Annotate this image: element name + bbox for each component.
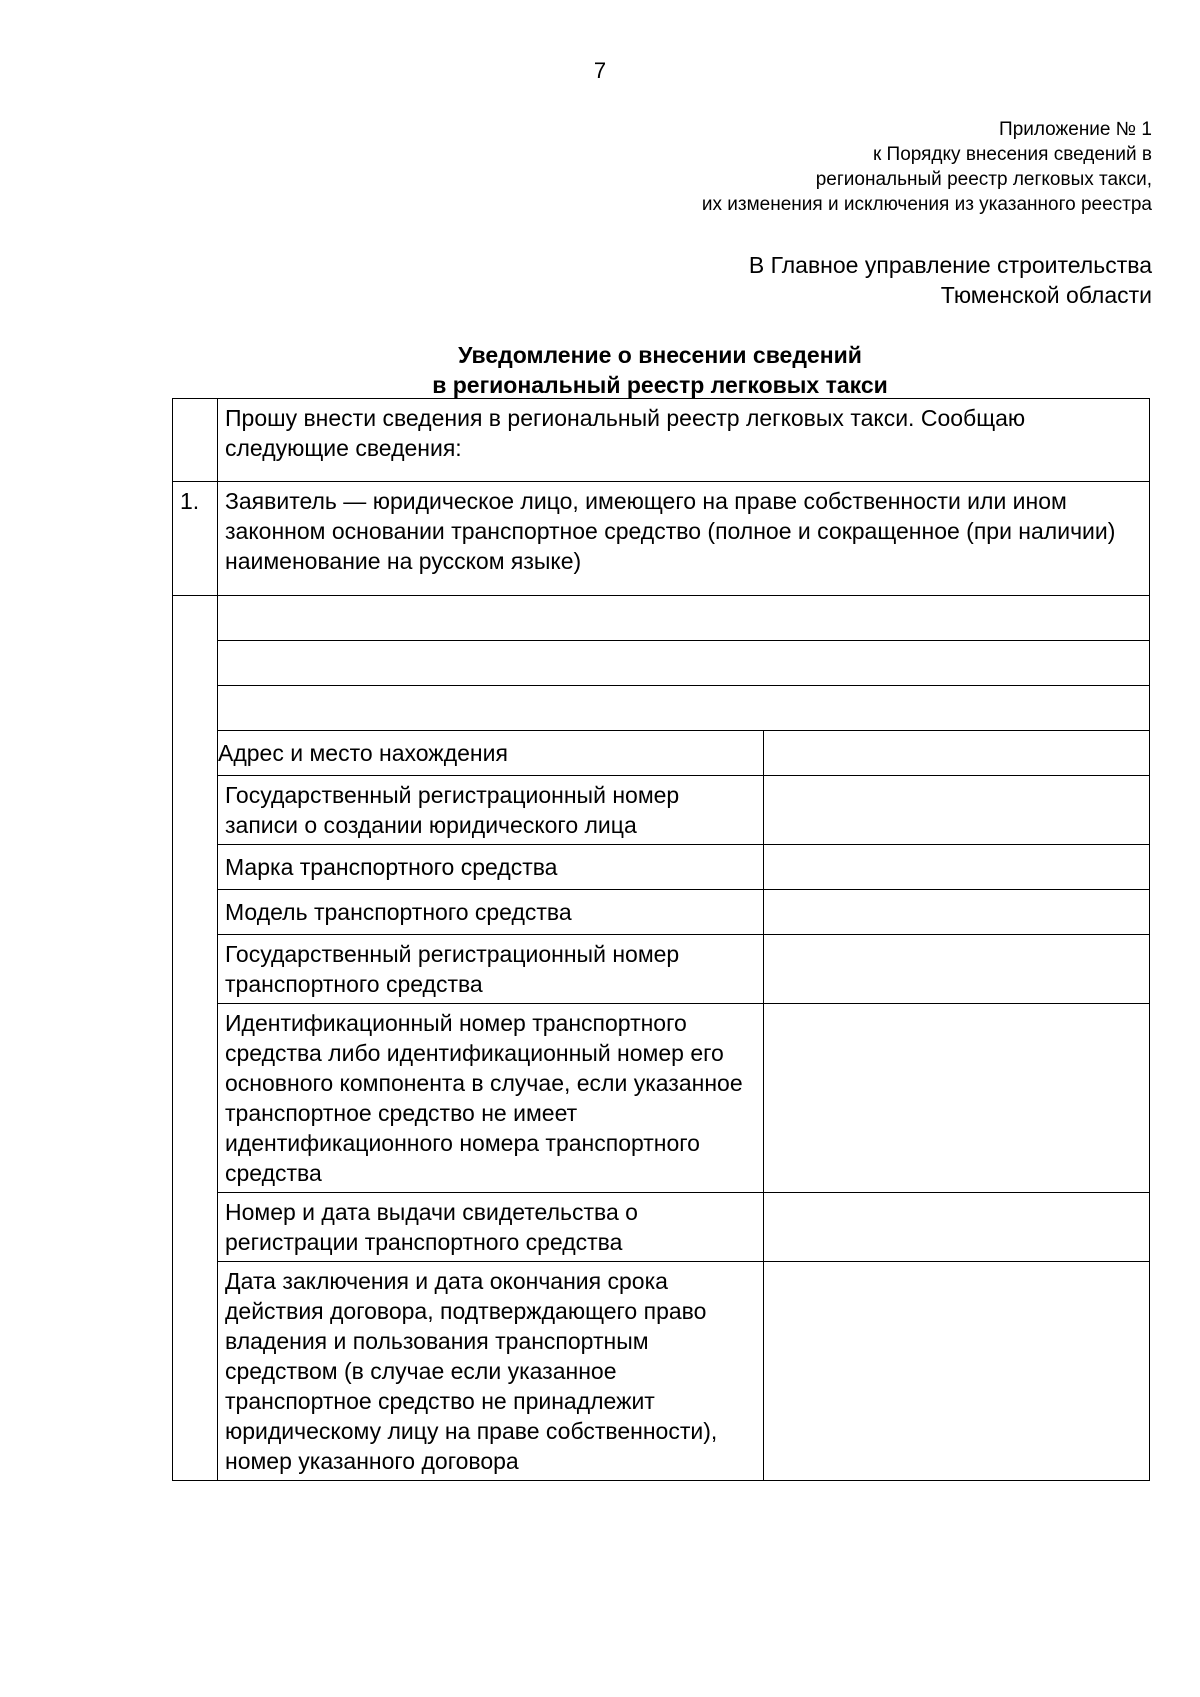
field-label: Идентификационный номер транспортного средства либо идентификационный номер его основного компонента в случае, если указанное транспортное средство не имеет идентификационного номера транспортного средства — [218, 1004, 764, 1193]
field-label: Государственный регистрационный номер записи о создании юридического лица — [218, 776, 764, 845]
field-value[interactable] — [764, 1193, 1150, 1262]
number-column-continuation — [173, 596, 218, 1481]
page-number: 7 — [593, 58, 607, 83]
applicant-name-line-2 — [173, 641, 1150, 686]
applicant-name-line-3 — [173, 686, 1150, 731]
addressee-block — [749, 250, 1152, 310]
appendix-line: региональный реестр легковых такси, — [815, 169, 1152, 190]
addressee-line: Тюменской области — [940, 282, 1152, 308]
field-label: Адрес и место нахождения — [218, 731, 764, 776]
document-title-line: Уведомление о внесении сведений — [458, 342, 862, 368]
applicant-name-field[interactable] — [218, 596, 1150, 641]
appendix-line: их изменения и исключения из указанного реестра — [701, 194, 1152, 215]
field-label: Марка транспортного средства — [218, 845, 764, 890]
field-row — [173, 1004, 1150, 1193]
field-row — [173, 776, 1150, 845]
intro-row — [173, 399, 1150, 482]
field-row — [173, 1193, 1150, 1262]
field-label: Модель транспортного средства — [218, 890, 764, 935]
applicant-name-field[interactable] — [218, 641, 1150, 686]
field-value[interactable] — [764, 776, 1150, 845]
item1-row — [173, 482, 1150, 596]
field-value[interactable] — [764, 890, 1150, 935]
field-row — [173, 731, 1150, 776]
applicant-name-field[interactable] — [218, 686, 1150, 731]
field-label: Государственный регистрационный номер транспортного средства — [218, 935, 764, 1004]
field-label: Номер и дата выдачи свидетельства о регистрации транспортного средства — [218, 1193, 764, 1262]
document-title-line: в региональный реестр легковых такси — [432, 372, 888, 398]
appendix-header — [702, 117, 1152, 217]
number-cell — [173, 399, 218, 482]
field-row — [173, 890, 1150, 935]
field-value[interactable] — [764, 731, 1150, 776]
addressee-line: В Главное управление строительства — [748, 252, 1152, 278]
item-number: 1. — [173, 482, 218, 596]
field-value[interactable] — [764, 1262, 1150, 1481]
notification-form-table — [172, 398, 1150, 1481]
field-row — [173, 845, 1150, 890]
appendix-line: к Порядку внесения сведений в — [872, 144, 1152, 165]
field-row — [173, 1262, 1150, 1481]
item1-text: Заявитель — юридическое лицо, имеющего на праве собственности или ином законном основании транспортное средство (полное и сокращенное (при наличии) наименование на русском языке) — [218, 482, 1150, 596]
document-title — [0, 340, 1200, 400]
field-value[interactable] — [764, 935, 1150, 1004]
applicant-name-line-1 — [173, 596, 1150, 641]
field-value[interactable] — [764, 845, 1150, 890]
appendix-line: Приложение № 1 — [999, 119, 1152, 140]
field-value[interactable] — [764, 1004, 1150, 1193]
intro-text: Прошу внести сведения в региональный реестр легковых такси. Сообщаю следующие сведения: — [218, 399, 1150, 482]
field-label: Дата заключения и дата окончания срока действия договора, подтверждающего право владения и пользования транспортным средством (в случае если указанное транспортное средство не принадлежит юридическому лицу на праве собственности), номер указанного договора — [218, 1262, 764, 1481]
field-row — [173, 935, 1150, 1004]
